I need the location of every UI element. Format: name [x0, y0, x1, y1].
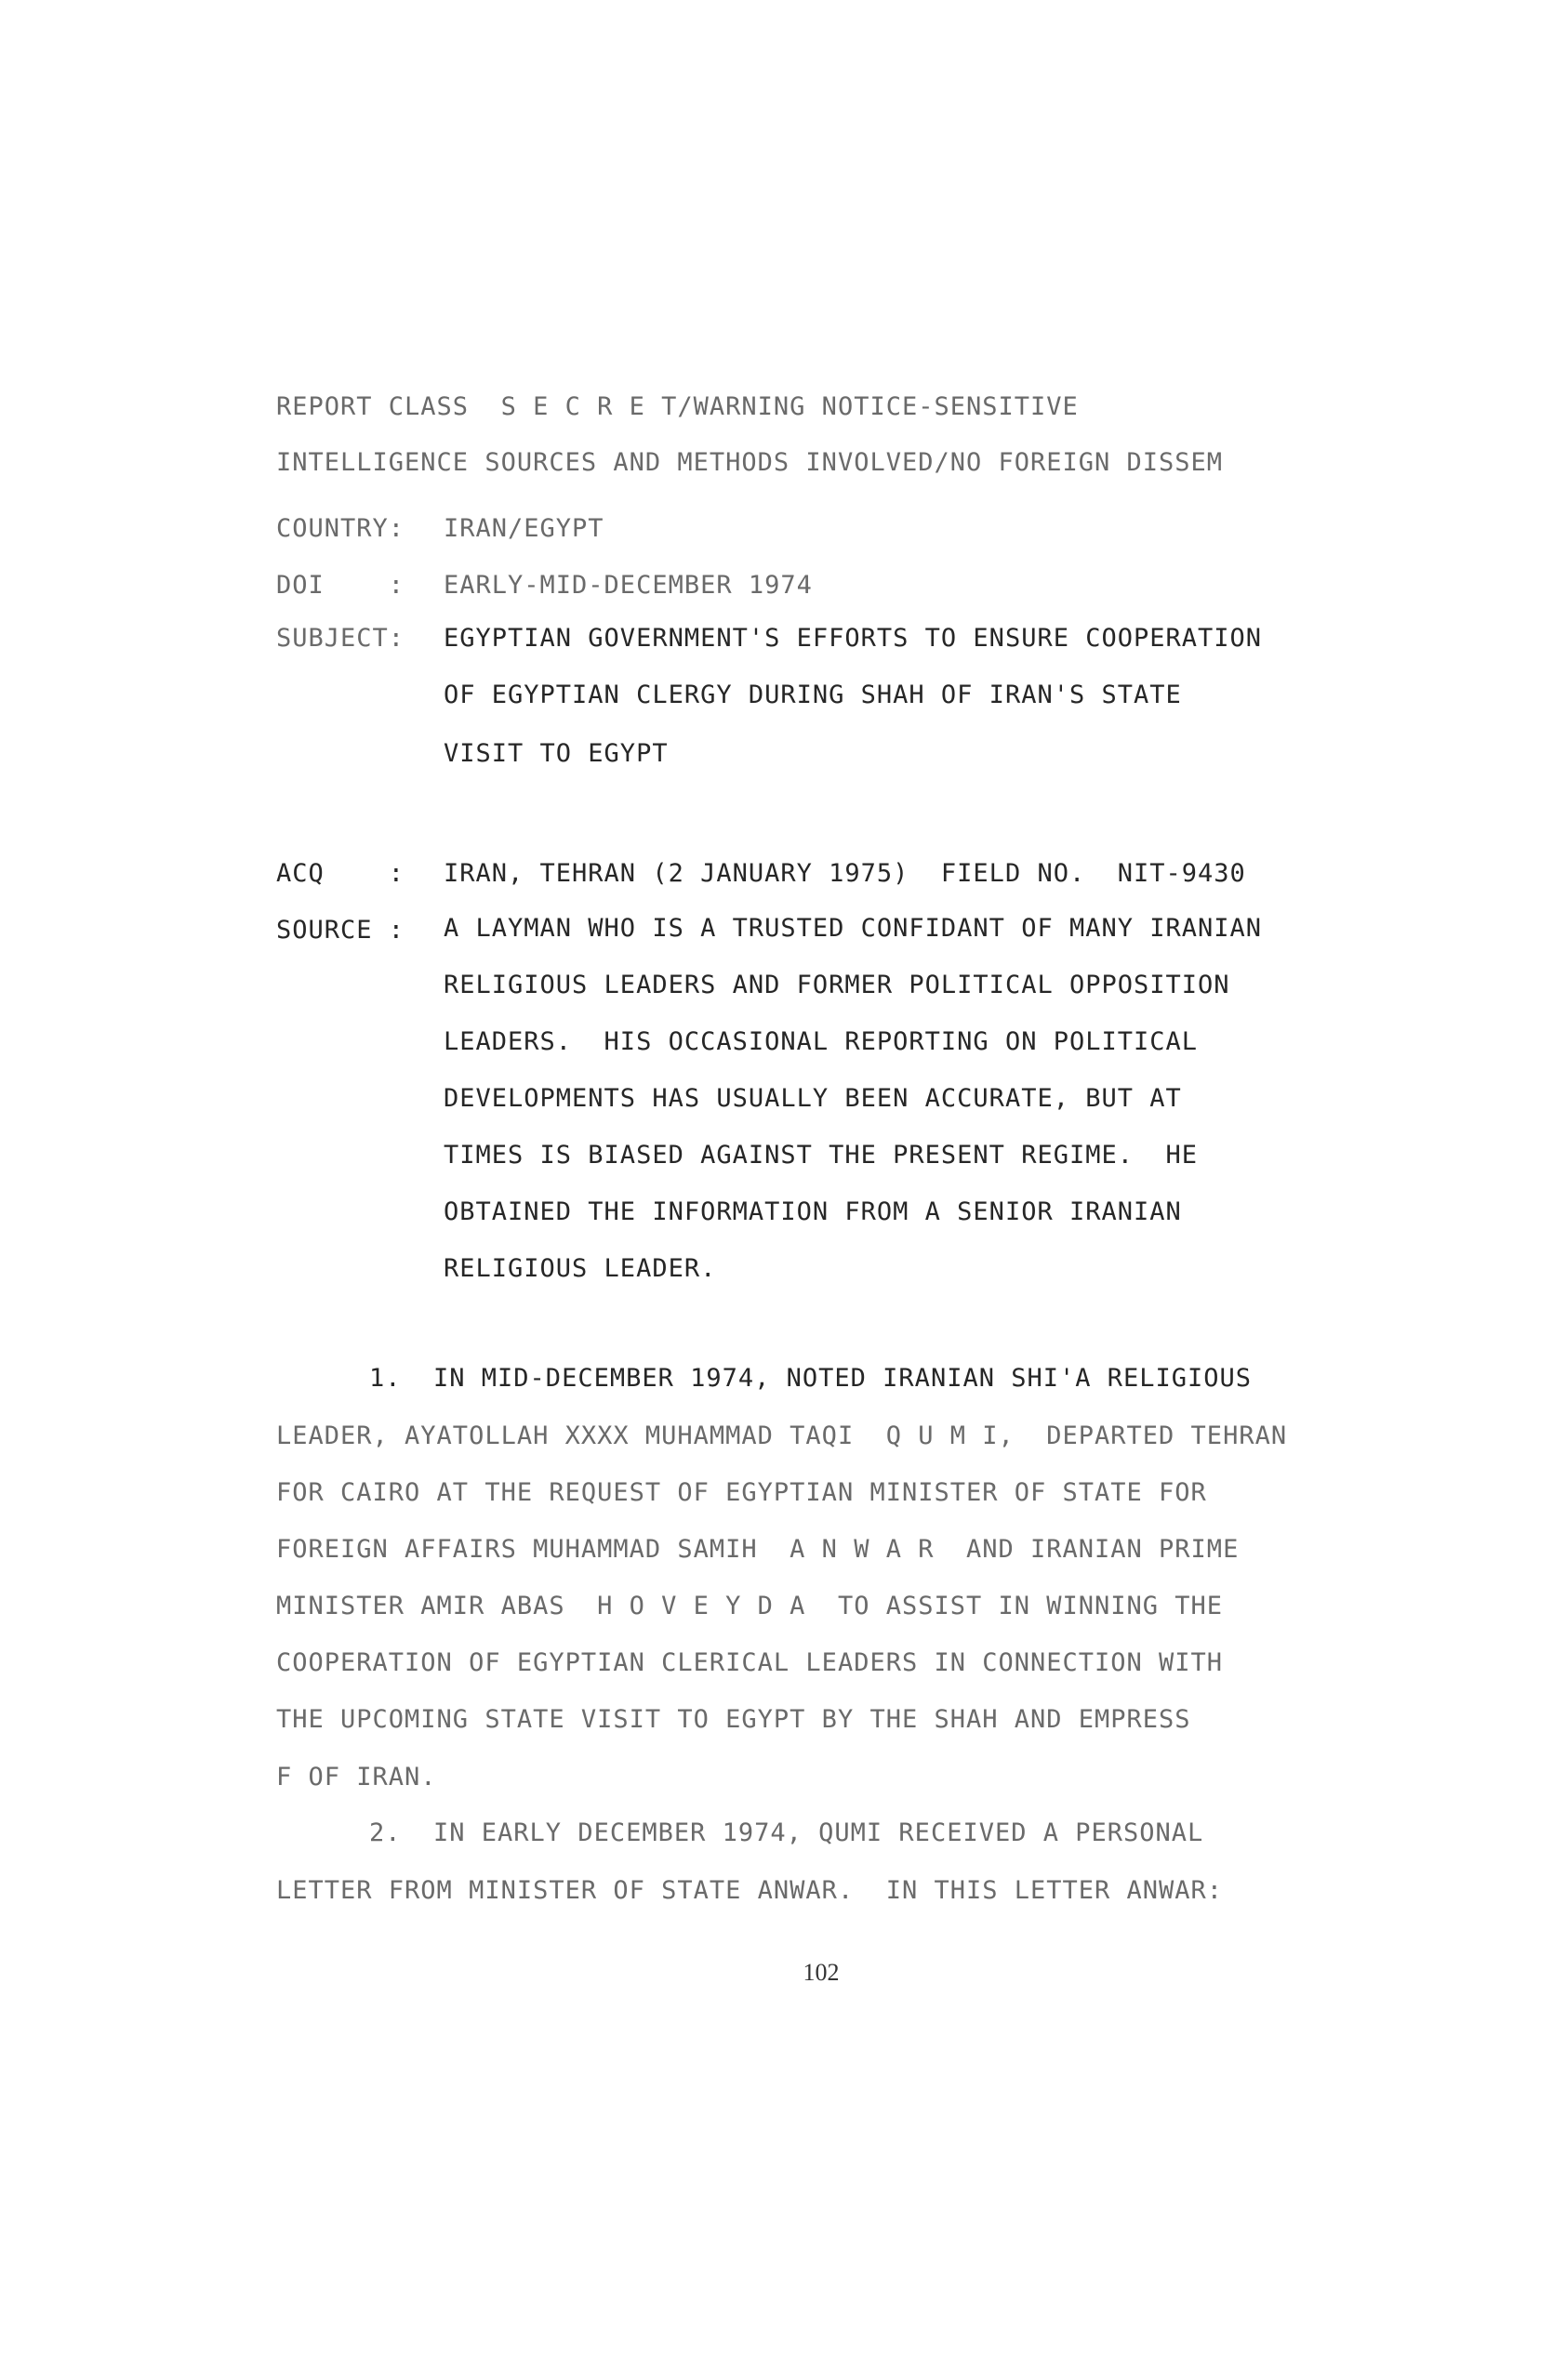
source-line: DEVELOPMENTS HAS USUALLY BEEN ACCURATE, BUT AT — [444, 1084, 1182, 1113]
source-label: SOURCE : — [276, 916, 405, 945]
source-line: RELIGIOUS LEADER. — [444, 1254, 717, 1283]
classification-line: REPORT CLASS S E C R E T/WARNING NOTICE-SENSITIVE — [276, 392, 1079, 421]
country-label: COUNTRY: — [276, 514, 405, 543]
paragraph-1-line: MINISTER AMIR ABAS H O V E Y D A TO ASSIST IN WINNING THE — [276, 1592, 1224, 1620]
dissem-line: INTELLIGENCE SOURCES AND METHODS INVOLVED/NO FOREIGN DISSEM — [276, 448, 1224, 477]
acq-value: IRAN, TEHRAN (2 JANUARY 1975) FIELD NO. NIT-9430 — [444, 859, 1246, 888]
source-line: LEADERS. HIS OCCASIONAL REPORTING ON POLITICAL — [444, 1027, 1199, 1056]
paragraph-2-line: LETTER FROM MINISTER OF STATE ANWAR. IN THIS LETTER ANWAR: — [276, 1876, 1224, 1905]
paragraph-1-line: FOREIGN AFFAIRS MUHAMMAD SAMIH A N W A R AND IRANIAN PRIME — [276, 1535, 1240, 1564]
doi-label: DOI : — [276, 571, 405, 600]
subject-line: EGYPTIAN GOVERNMENT'S EFFORTS TO ENSURE COOPERATION — [444, 624, 1263, 653]
subject-label: SUBJECT: — [276, 624, 405, 653]
subject-line: OF EGYPTIAN CLERGY DURING SHAH OF IRAN'S STATE — [444, 681, 1182, 709]
paragraph-1-line: F OF IRAN. — [276, 1763, 437, 1792]
source-line: RELIGIOUS LEADERS AND FORMER POLITICAL OPPOSITION — [444, 971, 1230, 999]
paragraph-2-line: 2. IN EARLY DECEMBER 1974, QUMI RECEIVED A PERSONAL — [369, 1818, 1204, 1847]
source-line: OBTAINED THE INFORMATION FROM A SENIOR IRANIAN — [444, 1197, 1182, 1226]
paragraph-1-line: 1. IN MID-DECEMBER 1974, NOTED IRANIAN SHI'A RELIGIOUS — [369, 1364, 1253, 1393]
paragraph-1-line: COOPERATION OF EGYPTIAN CLERICAL LEADERS IN CONNECTION WITH — [276, 1648, 1224, 1677]
doi-value: EARLY-MID-DECEMBER 1974 — [444, 571, 813, 600]
source-line: TIMES IS BIASED AGAINST THE PRESENT REGIME. HE — [444, 1141, 1199, 1170]
country-value: IRAN/EGYPT — [444, 514, 604, 543]
paragraph-1-line: THE UPCOMING STATE VISIT TO EGYPT BY THE SHAH AND EMPRESS — [276, 1705, 1191, 1734]
page-number: 102 — [803, 1959, 840, 1986]
subject-line: VISIT TO EGYPT — [444, 739, 669, 768]
acq-label: ACQ : — [276, 859, 405, 888]
paragraph-1-line: FOR CAIRO AT THE REQUEST OF EGYPTIAN MINISTER OF STATE FOR — [276, 1478, 1207, 1507]
paragraph-1-line: LEADER, AYATOLLAH XXXX MUHAMMAD TAQI Q U M I, DEPARTED TEHRAN — [276, 1421, 1288, 1450]
source-line: A LAYMAN WHO IS A TRUSTED CONFIDANT OF MANY IRANIAN — [444, 914, 1263, 943]
